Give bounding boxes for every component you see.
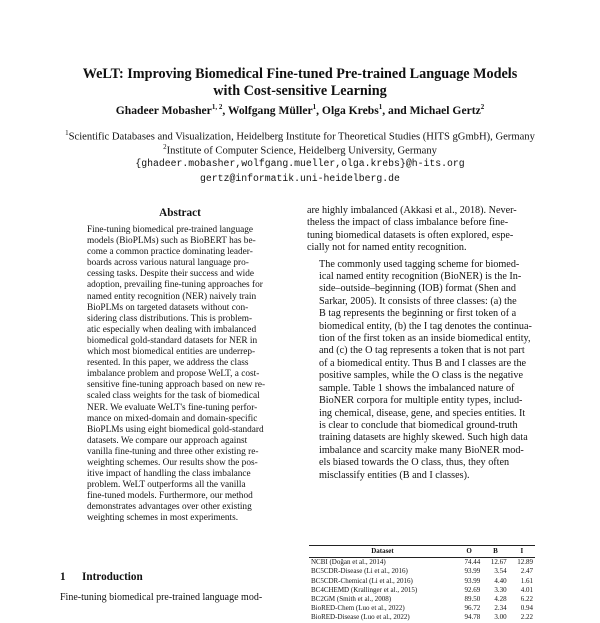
- section-heading-introduction: [60, 571, 143, 583]
- author-emails-2: gertz@informatik.uni-heidelberg.de: [200, 173, 400, 184]
- author-emails-1: {ghadeer.mobasher,wolfgang.mueller,olga.krebs}@h-its.org: [135, 158, 465, 169]
- table-cell: NCBI (Doğan et al., 2014): [311, 558, 386, 567]
- table-cell: BioRED-Chem (Luo et al., 2022): [311, 604, 405, 613]
- abstract-line: mance on mixed-domain and domain-specific: [87, 413, 258, 424]
- table-header-row: [309, 546, 535, 558]
- table-cell: 4.01: [520, 585, 533, 594]
- author-name: Ghadeer Mobasher: [115, 103, 212, 117]
- table-cell: 3.30: [494, 585, 507, 594]
- abstract-line: Fine-tuning biomedical pre-trained language: [87, 225, 253, 235]
- text-line: The commonly used tagging scheme for biomed-: [319, 258, 520, 270]
- text-line: tuning biomedical datasets is often explored, espe-: [307, 229, 514, 241]
- abstract-line: named entity recognition (NER) naively train: [87, 291, 257, 302]
- table-cell: 93.99: [464, 576, 481, 585]
- abstract-line: NER. We evaluate WeLT's fine-tuning perfor-: [87, 402, 258, 413]
- table-cell: 2.47: [520, 567, 533, 576]
- table-cell: 2.22: [520, 613, 533, 622]
- table-cell: 12.67: [490, 558, 507, 567]
- paragraph: [307, 259, 533, 482]
- abstract-line: resented. In this paper, we address the class: [87, 358, 249, 369]
- section-number: 1: [60, 571, 66, 583]
- text-line: training datasets are highly skewed. Such high data: [319, 432, 528, 444]
- table-header-dataset: Dataset: [309, 546, 456, 558]
- abstract-line: demonstrates advantages over other existing: [87, 502, 252, 513]
- text-line: side–outside–beginning (IOB) format (Shen and: [319, 283, 516, 295]
- table-row: [309, 567, 535, 576]
- table-cell: 3.54: [494, 567, 507, 576]
- abstract-line: itive impact of handling the class imbalance: [87, 469, 251, 480]
- class-distribution-table: [309, 545, 535, 623]
- abstract-line: sensitive fine-tuning approach based on new re-: [87, 380, 266, 391]
- text-line: and (c) the O tag represents a token that is not part: [319, 345, 525, 357]
- paper-title-line-1: WeLT: Improving Biomedical Fine-tuned Pre-trained Language Models: [82, 66, 518, 82]
- abstract-line: imbalance problem and propose WeLT, a cost-: [87, 369, 260, 380]
- text-line: positive samples, while the O class is the negative: [319, 370, 523, 382]
- table-cell: 74.44: [464, 558, 481, 567]
- text-line: ical named entity recognition (BioNER) is the In-: [319, 271, 522, 283]
- abstract-line: weighting schemes in most experiments.: [87, 513, 239, 524]
- abstract-line: problem. WeLT outperforms all the vanilla: [87, 480, 246, 491]
- author-separator: ,: [222, 103, 228, 117]
- abstract-line: fine-tuned models. Furthermore, our method: [87, 491, 253, 502]
- abstract-line: scaled class weights for the task of biomedical: [87, 391, 260, 402]
- section-title: Introduction: [82, 571, 143, 583]
- table-row: [309, 558, 535, 568]
- affiliation-text: Institute of Computer Science, Heidelberg University, Germany: [166, 145, 437, 157]
- text-line: B tag represents the beginning or first token of a: [319, 308, 517, 320]
- text-line: is clear to conclude that biomedical ground-truth: [319, 419, 518, 431]
- table-cell: BC5CDR-Chemical (Li et al., 2016): [311, 576, 413, 585]
- abstract-line: BioPLMs using eight biomedical gold-standard: [87, 424, 264, 435]
- affiliation-2: [20, 141, 580, 158]
- table-cell: 92.69: [464, 585, 481, 594]
- text-line: theless the impact of class imbalance before fine-: [307, 217, 509, 229]
- text-line: BioNER corpora for multiple entity types, includ-: [319, 395, 523, 407]
- text-line: tion of the first token as an inside biomedical entity,: [319, 333, 531, 345]
- table-cell: 6.22: [520, 595, 533, 604]
- text-line: Sarkar, 2005). It consists of three classes: (a) the: [319, 295, 517, 307]
- text-line: sample. Table 1 shows the imbalanced nature of: [319, 382, 515, 394]
- table-cell: BioRED-Disease (Luo et al., 2022): [311, 613, 410, 622]
- author-name: Olga Krebs: [321, 103, 379, 117]
- abstract-line: adoption, prevailing fine-tuning approaches for: [87, 280, 263, 291]
- abstract-line: BioPLMs on targeted datasets without con-: [87, 302, 249, 313]
- affiliation-text: Scientific Databases and Visualization, Heidelberg Institute for Theoretical Studies (HITS gGmbH), Germany: [68, 131, 535, 143]
- table-row: [309, 604, 535, 613]
- table-cell: 4.40: [494, 576, 507, 585]
- text-line: els biased towards the O class, thus, they often: [319, 457, 510, 469]
- table-cell: 4.28: [494, 595, 507, 604]
- affiliation-marker: 2: [163, 143, 167, 151]
- abstract-line: come a common practice dominating leader-: [87, 247, 253, 258]
- table-header-i: I: [509, 546, 535, 558]
- text-line: ing chemical, disease, gene, and species entities. It: [319, 407, 526, 419]
- table-row: [309, 613, 535, 622]
- table-cell: 94.78: [464, 613, 481, 622]
- table-cell: 3.00: [494, 613, 507, 622]
- abstract-line: atic especially when dealing with imbalanced: [87, 324, 257, 335]
- abstract-line: vanilla fine-tuning and three other existing re-: [87, 446, 259, 457]
- table-cell: 2.34: [494, 604, 507, 613]
- text-line: imbalance and scarcity make many BioNER mod-: [319, 444, 524, 456]
- author-affiliation-marker: 1, 2: [211, 103, 223, 111]
- abstract-line: which most biomedical entities are underrep-: [87, 347, 256, 358]
- abstract-body: [87, 225, 277, 525]
- text-line: biomedical entity, (b) the I tag denotes the continua-: [319, 320, 532, 332]
- table-cell: BC5CDR-Disease (Li et al., 2016): [311, 567, 408, 576]
- abstract-line: cessing tasks. Despite their success and wide: [87, 269, 255, 280]
- author-affiliation-marker: 2: [480, 103, 485, 111]
- text-line: cially not for named entity recognition.: [307, 242, 467, 254]
- abstract-line: models (BioPLMs) such as BioBERT has be-: [87, 236, 256, 247]
- table-cell: 93.99: [464, 567, 481, 576]
- abstract-line: datasets. We compare our approach against: [87, 435, 248, 446]
- paragraph: [307, 205, 533, 255]
- abstract-line: biomedical gold-standard datasets for NER in: [87, 335, 258, 346]
- paper-title-line-2: with Cost-sensitive Learning: [213, 83, 387, 99]
- author-name: Michael Gertz: [409, 103, 481, 117]
- abstract-heading: Abstract: [159, 207, 201, 219]
- author-affiliation-marker: 1: [378, 103, 383, 111]
- table-cell: 12.89: [517, 558, 533, 567]
- author-affiliation-marker: 1: [312, 103, 317, 111]
- text-line: are highly imbalanced (Akkasi et al., 2018). Never-: [307, 205, 517, 216]
- table-row: [309, 586, 535, 595]
- affiliation-marker: 1: [65, 129, 69, 137]
- table-cell: 1.61: [520, 576, 533, 585]
- table-cell: 89.50: [464, 595, 481, 604]
- table-header-b: B: [482, 546, 508, 558]
- text-line: misclassify entities (B and I classes).: [319, 469, 470, 481]
- table-cell: 0.94: [520, 604, 533, 613]
- introduction-first-line: Fine-tuning biomedical pre-trained language mod-: [60, 592, 263, 603]
- abstract-line: boards across various natural language pro-: [87, 258, 249, 269]
- author-name: Wolfgang Müller: [227, 103, 313, 117]
- right-column-text: [307, 205, 533, 482]
- table-row: [309, 577, 535, 586]
- author-list: [40, 103, 560, 117]
- abstract-line: sidering class distributions. This is problem-: [87, 313, 253, 324]
- author-separator: ,: [316, 103, 322, 117]
- table-cell: BC2GM (Smith et al., 2008): [311, 595, 392, 604]
- text-line: of a biomedical entity. Thus B and I classes are the: [319, 357, 527, 369]
- table-cell: BC4CHEMD (Krallinger et al., 2015): [311, 585, 418, 594]
- table-header-o: O: [456, 546, 482, 558]
- author-separator: , and: [382, 103, 410, 117]
- table-cell: 96.72: [464, 604, 481, 613]
- abstract-line: weighting schemes. Our results show the pos-: [87, 457, 258, 468]
